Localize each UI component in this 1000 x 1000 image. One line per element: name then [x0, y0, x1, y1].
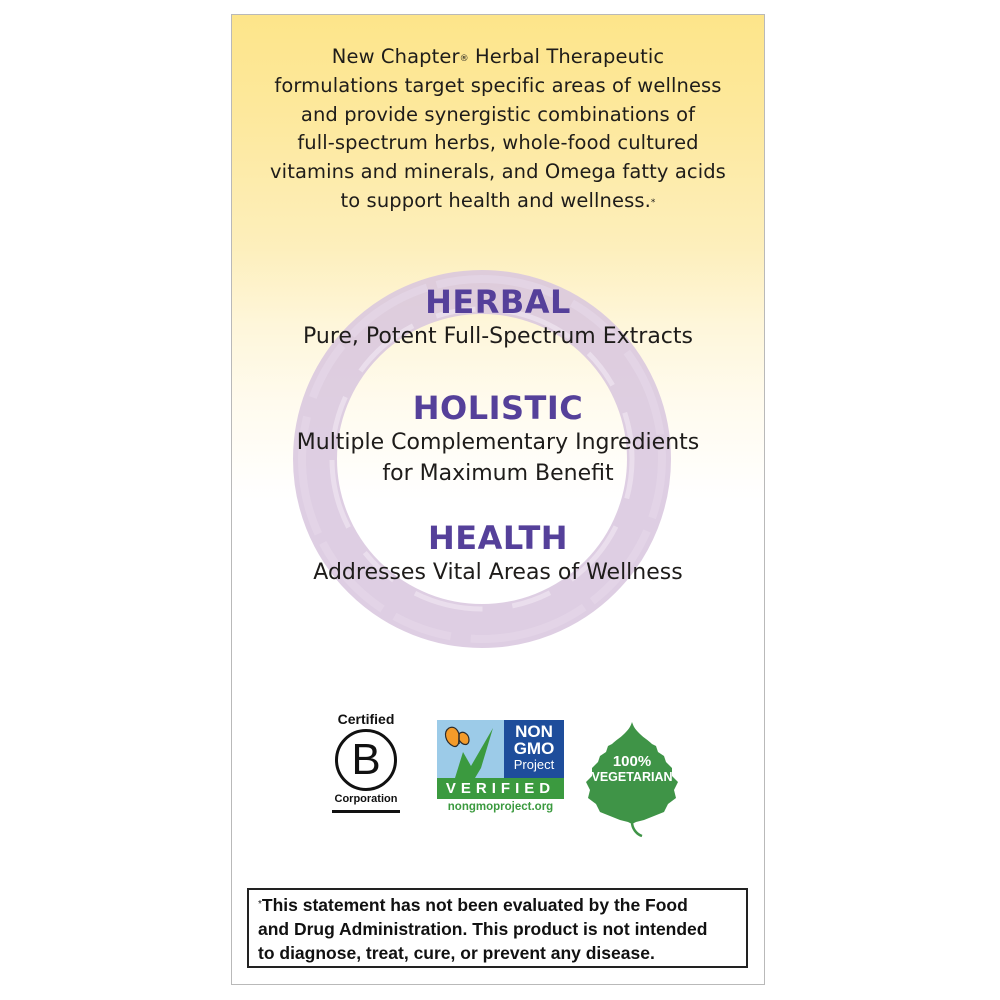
non-gmo-title-block: NON GMO Project: [504, 720, 564, 778]
pillar-title: HOLISTIC: [412, 389, 584, 427]
b-corp-logo-icon: B: [335, 729, 397, 791]
disclaimer-line-2: and Drug Administration. This product is not intended: [258, 919, 708, 939]
pillar-description: Addresses Vital Areas of Wellness: [313, 560, 683, 585]
non-gmo-verified-bar: VERIFIED: [437, 778, 564, 799]
b-corp-top-label: Certified: [337, 711, 395, 727]
pillar-title: HEALTH: [427, 519, 569, 557]
fda-disclaimer-box: [247, 888, 748, 968]
vegetarian-label: 100% VEGETARIAN: [591, 753, 673, 784]
b-corp-bottom-label: Corporation: [334, 793, 398, 805]
certification-badges: [232, 708, 764, 838]
disclaimer-line-1: *This statement has not been evaluated by the Food: [258, 895, 688, 915]
footnote-asterisk: *: [650, 197, 656, 208]
pillar-description: Pure, Potent Full-Spectrum Extracts: [303, 324, 693, 349]
product-panel: [231, 14, 765, 985]
butterfly-plant-icon: [441, 722, 505, 780]
footnote-asterisk: *: [258, 899, 262, 910]
intro-line-2: formulations target specific areas of wellness: [274, 73, 722, 97]
intro-line-3: and provide synergistic combinations of: [300, 102, 696, 126]
vegetarian-badge: [584, 720, 680, 838]
pillar-health: [232, 519, 764, 588]
b-corp-underline: [332, 810, 400, 813]
intro-line-4: full-spectrum herbs, whole-food cultured: [297, 131, 699, 155]
non-gmo-url: nongmoproject.org: [447, 801, 554, 813]
pillar-holistic: [232, 389, 764, 489]
intro-line-5: vitamins and minerals, and Omega fatty acids: [270, 160, 726, 184]
b-corp-badge: [330, 711, 402, 813]
intro-line-6: to support health and wellness.*: [340, 188, 656, 212]
pillar-herbal: [232, 283, 764, 352]
non-gmo-badge: [437, 720, 564, 816]
intro-paragraph: [232, 43, 764, 216]
pillar-description: for Maximum Benefit: [382, 461, 614, 486]
intro-line-1: New Chapter® Herbal Therapeutic: [331, 45, 665, 68]
pillar-description: Multiple Complementary Ingredients: [296, 430, 700, 455]
pillar-title: HERBAL: [425, 283, 571, 321]
registered-mark: ®: [459, 54, 469, 64]
disclaimer-line-3: to diagnose, treat, cure, or prevent any disease.: [258, 943, 655, 963]
